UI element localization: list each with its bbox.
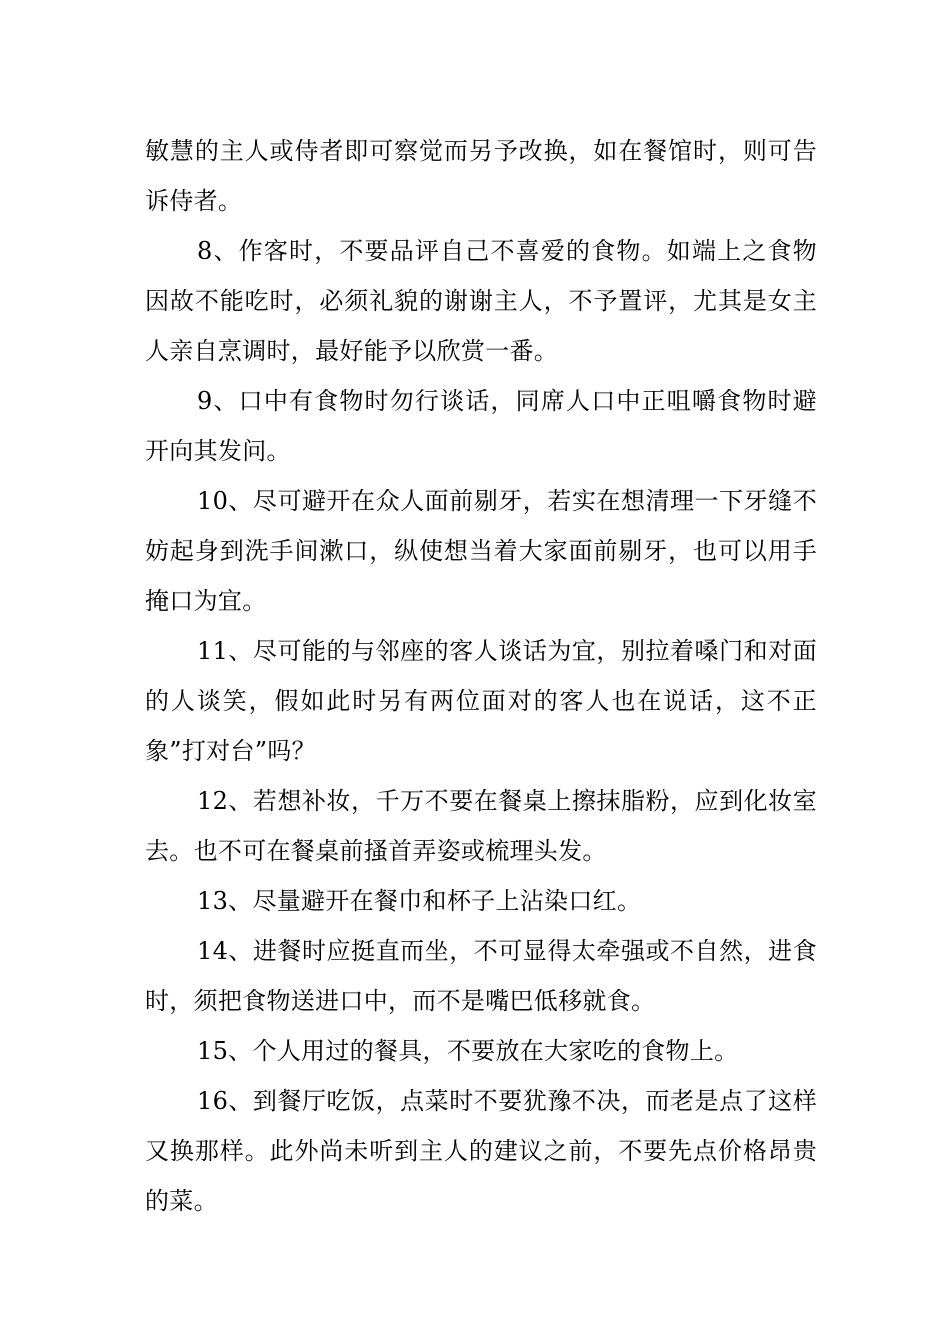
paragraph-item-15: 15、个人用过的餐具，不要放在大家吃的食物上。 — [197, 1037, 739, 1065]
paragraph-item-10: 10、尽可避开在众人面前剔牙，若实在想清理一下牙缝不妨起身到洗手间漱口，纵使想当着大家面前剔牙，也可以用手掩口为宜。 — [145, 487, 817, 615]
paragraph-item-14: 14、进餐时应挺直而坐，不可显得太牵强或不自然，进食时，须把食物送进口中，而不是嘴巴低移就食。 — [145, 937, 817, 1015]
paragraph-continuation: 敏慧的主人或侍者即可察觉而另予改换，如在餐馆时，则可告诉侍者。 — [145, 137, 817, 215]
paragraph-item-11: 11、尽可能的与邻座的客人谈话为宜，别拉着嗓门和对面的人谈笑，假如此时另有两位面对的客人也在说话，这不正象”打对台”吗？ — [145, 637, 817, 765]
paragraph-item-8: 8、作客时，不要品评自己不喜爱的食物。如端上之食物因故不能吃时，必须礼貌的谢谢主人，不予置评，尤其是女主人亲自烹调时，最好能予以欣赏一番。 — [145, 237, 817, 365]
paragraph-item-12: 12、若想补妆，千万不要在餐桌上擦抹脂粉，应到化妆室去。也不可在餐桌前搔首弄姿或梳理头发。 — [145, 787, 817, 865]
paragraph-item-13: 13、尽量避开在餐巾和杯子上沾染口红。 — [197, 887, 642, 915]
document-body — [145, 126, 817, 1226]
paragraph-item-9: 9、口中有食物时勿行谈话，同席人口中正咀嚼食物时避开向其发问。 — [145, 387, 817, 465]
paragraph-item-16: 16、到餐厅吃饭，点菜时不要犹豫不决，而老是点了这样又换那样。此外尚未听到主人的建议之前，不要先点价格昂贵的菜。 — [145, 1087, 817, 1215]
